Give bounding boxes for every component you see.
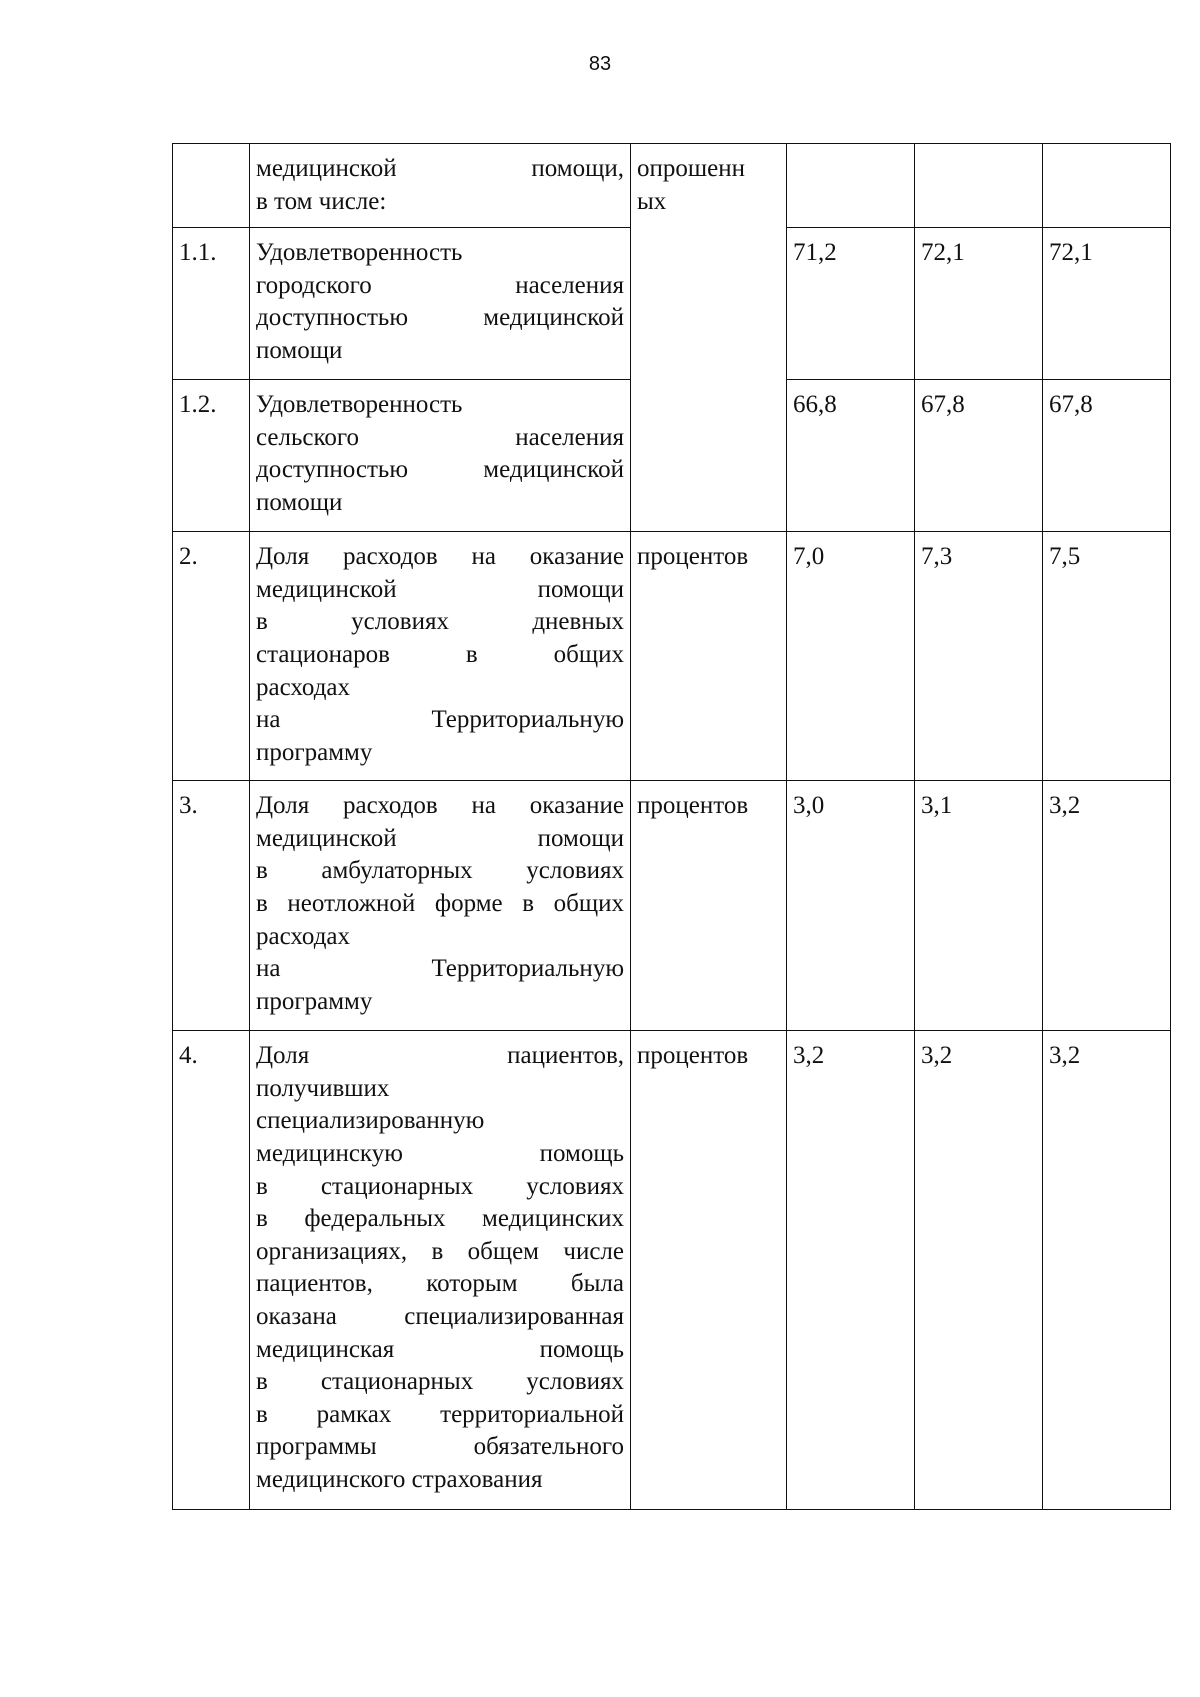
row-number-cell [173,144,250,228]
row-number-cell: 1.2. [173,380,250,532]
indicator-name-cell [250,228,631,380]
unit-cell: процентов [631,1031,787,1510]
row-number-cell: 4. [173,1031,250,1510]
text-line: медицинскую помощь [256,1139,624,1167]
text-line: Доля расходов на оказание [256,792,624,820]
text-line: в условиях дневных [256,608,624,636]
value-cell-2: 7,3 [915,532,1043,781]
text-line: специализированную [256,1107,485,1135]
text-line: опрошенн [637,155,745,182]
text-line: медицинской помощи, [256,155,624,182]
value-cell-1: 7,0 [787,532,915,781]
row-number-cell: 1.1. [173,228,250,380]
indicator-name-cell [250,144,631,228]
unit-cell [631,144,787,532]
text-line: медицинской помощи [256,575,624,603]
text-line: получивших [256,1074,390,1102]
text-line: медицинской помощи [256,824,624,852]
text-line: в стационарных условиях [256,1368,624,1396]
indicator-name-cell [250,532,631,781]
indicators-table [172,143,1171,1510]
text-line: Доля пациентов, [256,1042,624,1070]
value-cell-3: 7,5 [1043,532,1171,781]
row-number-cell: 3. [173,781,250,1031]
text-line: организациях, в общем числе [256,1237,624,1265]
indicator-name-cell [250,1031,631,1510]
text-line: Доля расходов на оказание [256,543,624,571]
page-number: 83 [588,53,612,75]
value-cell-2 [915,144,1043,228]
text-line: оказана специализированная [256,1302,624,1330]
unit-cell: процентов [631,532,787,781]
value-cell-3: 3,2 [1043,781,1171,1031]
value-cell-1: 66,8 [787,380,915,532]
value-cell-3 [1043,144,1171,228]
text-line: на Территориальную [256,955,624,983]
text-line: медицинская помощь [256,1335,624,1363]
text-line: на Территориальную [256,706,624,734]
text-line: доступностью медицинской [256,456,624,484]
text-line: помощи [256,488,343,516]
text-line: городского населения [256,271,624,299]
table-row-continuation [173,144,1171,228]
text-line: доступностью медицинской [256,304,624,332]
value-cell-2: 3,1 [915,781,1043,1031]
table-row [173,1031,1171,1510]
text-line: в федеральных медицинских [256,1205,624,1233]
text-line: расходах [256,673,351,701]
value-cell-1 [787,144,915,228]
value-cell-1: 3,0 [787,781,915,1031]
text-line: Удовлетворенность [256,239,463,267]
text-line: помощи [256,336,343,364]
text-line: расходах [256,922,351,950]
value-cell-3: 3,2 [1043,1031,1171,1510]
table-row [173,781,1171,1031]
text-line: в стационарных условиях [256,1172,624,1200]
indicator-name-cell [250,380,631,532]
value-cell-2: 67,8 [915,380,1043,532]
value-cell-3: 72,1 [1043,228,1171,380]
unit-cell: процентов [631,781,787,1031]
value-cell-3: 67,8 [1043,380,1171,532]
text-line: Удовлетворенность [256,391,463,419]
text-line: медицинского страхования [256,1465,543,1493]
text-line: в амбулаторных условиях [256,857,624,885]
text-line: в том числе: [256,187,387,215]
value-cell-1: 71,2 [787,228,915,380]
text-line: программу [256,738,373,766]
text-line: стационаров в общих [256,640,624,668]
text-line: программы обязательного [256,1433,624,1461]
value-cell-1: 3,2 [787,1031,915,1510]
value-cell-2: 72,1 [915,228,1043,380]
text-line: пациентов, которым была [256,1270,624,1298]
row-number-cell: 2. [173,532,250,781]
text-line: в рамках территориальной [256,1400,624,1428]
table-row [173,532,1171,781]
text-line: программу [256,987,373,1015]
text-line: сельского населения [256,423,624,451]
text-line: в неотложной форме в общих [256,889,624,917]
value-cell-2: 3,2 [915,1031,1043,1510]
indicator-name-cell [250,781,631,1031]
text-line: ых [637,187,667,215]
